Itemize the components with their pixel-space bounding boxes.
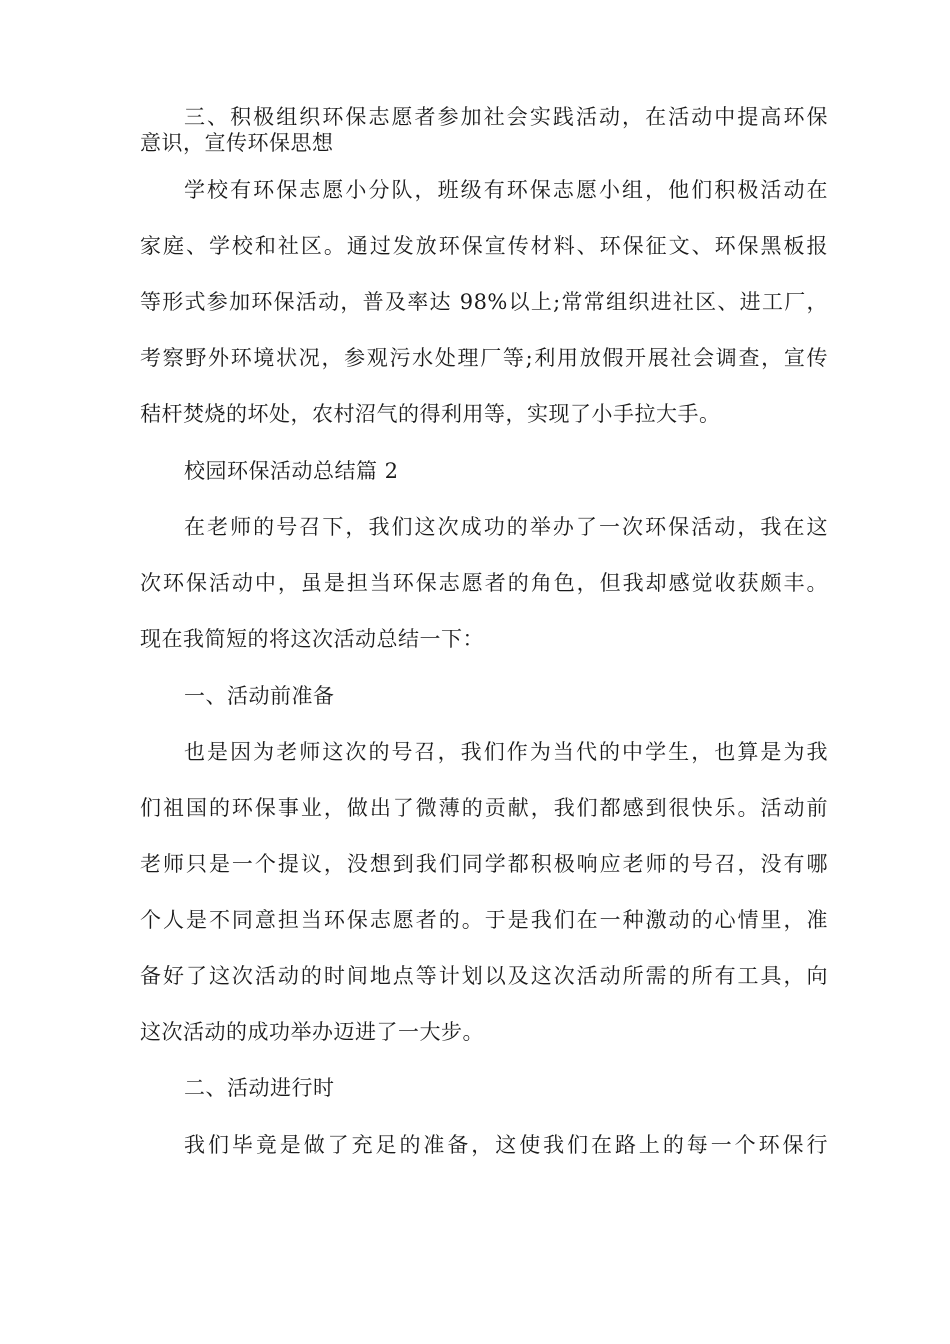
- paragraph-line: 个人是不同意担当环保志愿者的。于是我们在一种激动的心情里，准: [140, 908, 828, 932]
- paragraph-line: 在老师的号召下，我们这次成功的举办了一次环保活动，我在这: [184, 515, 828, 539]
- paragraph-line: 学校有环保志愿小分队，班级有环保志愿小组，他们积极活动在: [184, 178, 828, 202]
- section-heading-2: 二、活动进行时: [184, 1076, 335, 1100]
- paragraph-line: 现在我简短的将这次活动总结一下：: [140, 627, 484, 651]
- paragraph-line: 们祖国的环保事业，做出了微薄的贡献，我们都感到很快乐。活动前: [140, 796, 828, 820]
- paragraph-line: 次环保活动中，虽是担当环保志愿者的角色，但我却感觉收获颇丰。: [140, 571, 828, 595]
- article-title: 校园环保活动总结篇 2: [184, 459, 399, 483]
- section-heading-3: 三、积极组织环保志愿者参加社会实践活动，在活动中提高环保: [184, 105, 828, 129]
- paragraph-line: 等形式参加环保活动，普及率达 98%以上;常常组织进社区、进工厂，: [140, 290, 828, 314]
- paragraph-line: 秸杆焚烧的坏处，农村沼气的得利用等，实现了小手拉大手。: [140, 402, 721, 426]
- paragraph-line: 备好了这次活动的时间地点等计划以及这次活动所需的所有工具，向: [140, 964, 828, 988]
- section-heading-1: 一、活动前准备: [184, 684, 335, 708]
- section-heading-3-cont: 意识，宣传环保思想: [140, 131, 334, 155]
- paragraph-line: 老师只是一个提议，没想到我们同学都积极响应老师的号召，没有哪: [140, 852, 828, 876]
- paragraph-line: 也是因为老师这次的号召，我们作为当代的中学生，也算是为我: [184, 740, 828, 764]
- paragraph-line: 我们毕竟是做了充足的准备，这使我们在路上的每一个环保行: [184, 1133, 828, 1157]
- paragraph-line: 考察野外环境状况，参观污水处理厂等;利用放假开展社会调查，宣传: [140, 346, 828, 370]
- paragraph-line: 这次活动的成功举办迈进了一大步。: [140, 1020, 484, 1044]
- paragraph-line: 家庭、学校和社区。通过发放环保宣传材料、环保征文、环保黑板报: [140, 234, 828, 258]
